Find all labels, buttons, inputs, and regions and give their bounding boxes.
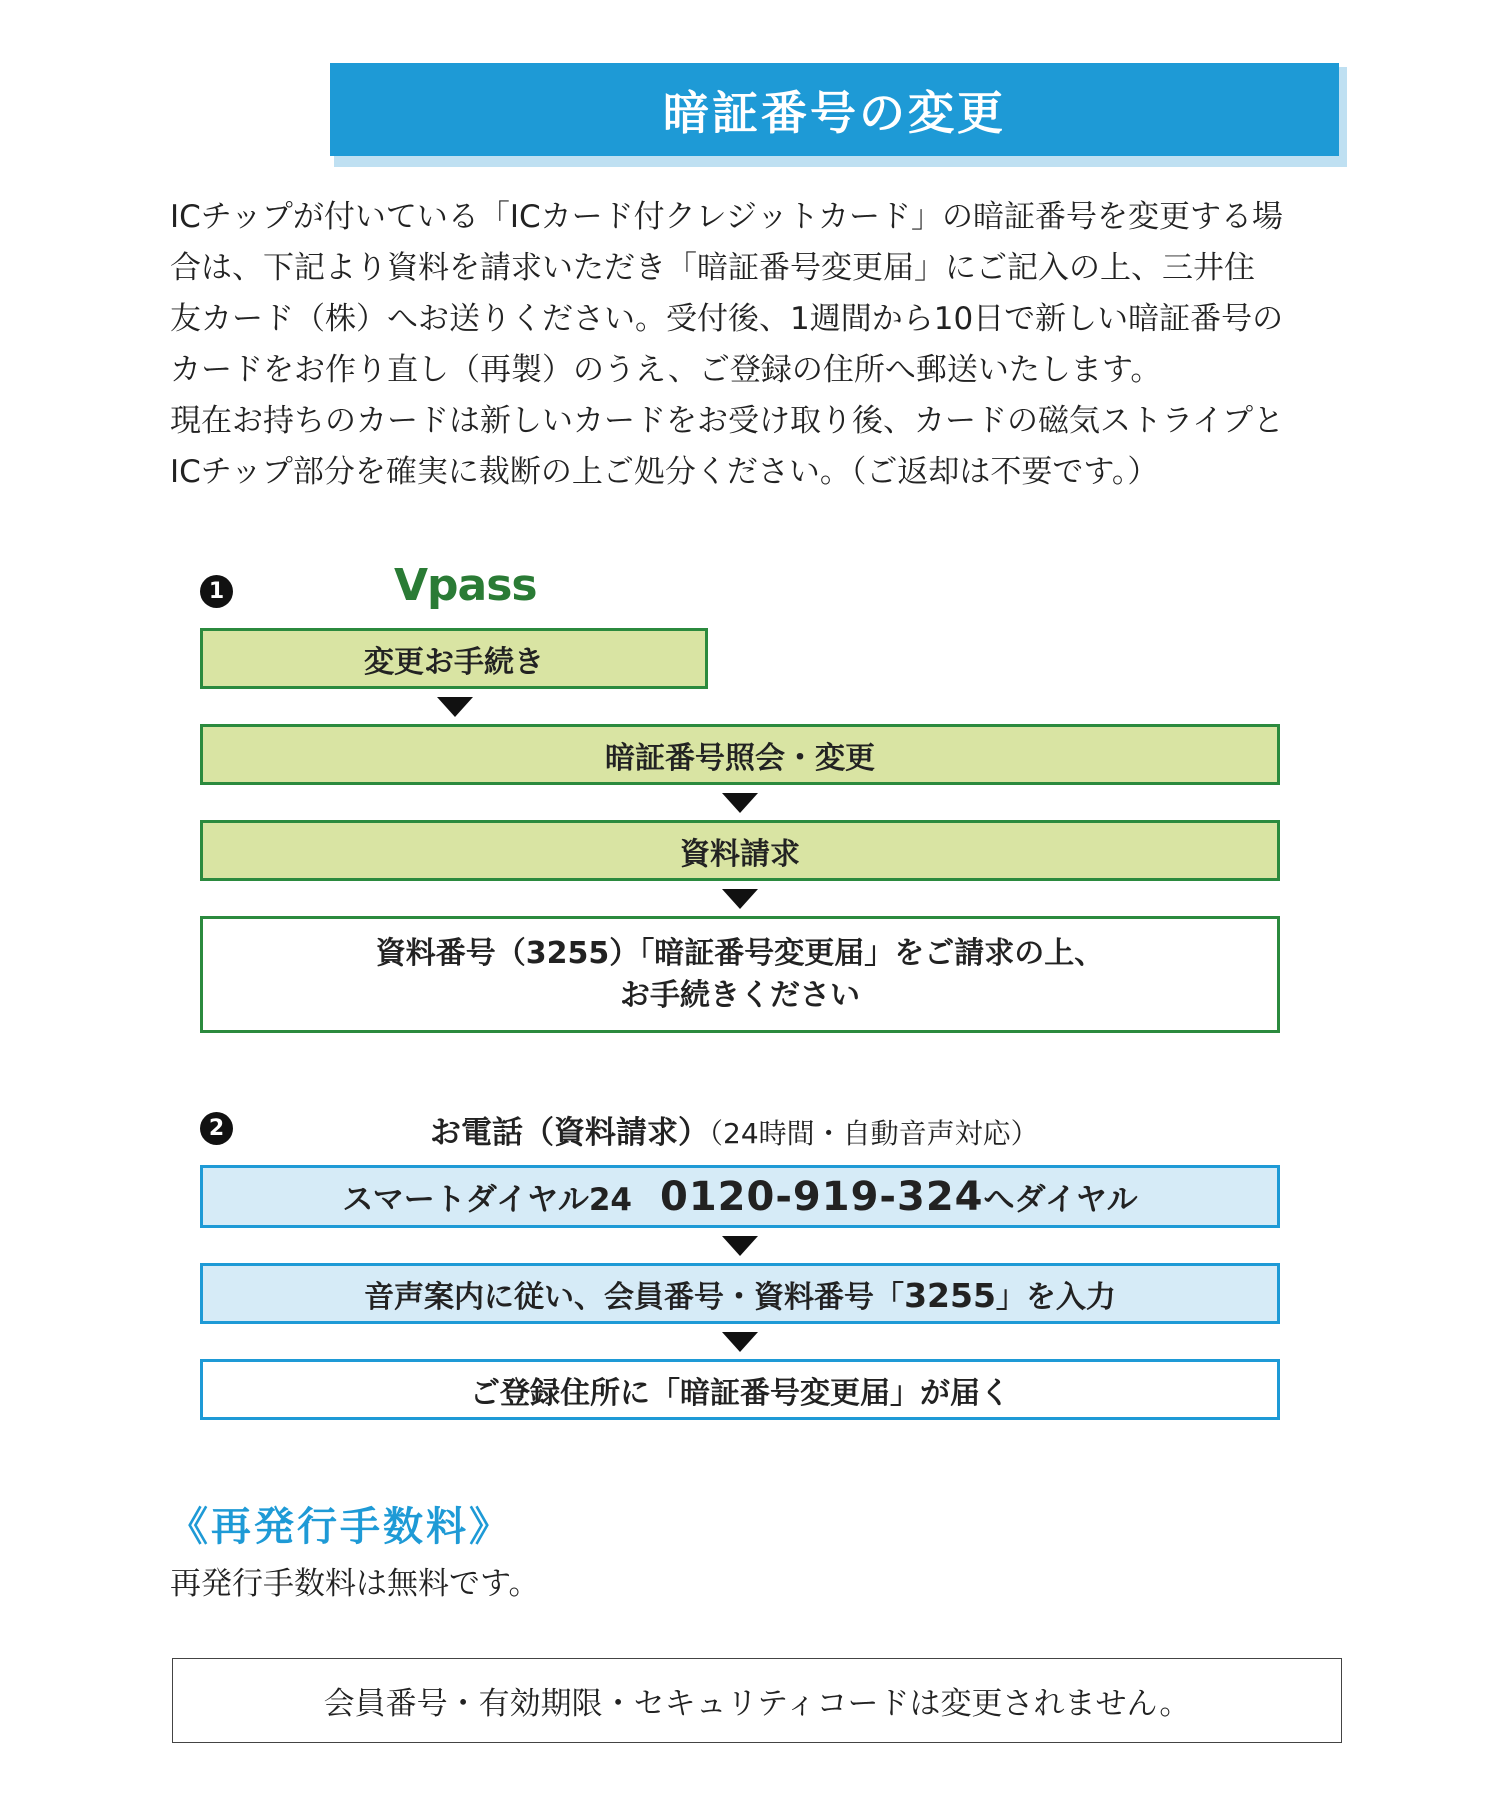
document-code: 3255 xyxy=(904,1275,996,1315)
phone-heading-note: （24時間・自動音声対応） xyxy=(709,1117,1039,1150)
intro-line: 現在お持ちのカードは新しいカードをお受け取り後、カードの磁気ストライプと xyxy=(170,403,1285,439)
arrow-down-icon xyxy=(437,697,473,717)
arrow-down-icon xyxy=(722,793,758,813)
flow-step-form-delivered: ご登録住所に「暗証番号変更届」が届く xyxy=(200,1359,1280,1420)
vpass-logo: Vpass xyxy=(394,560,537,611)
step-number-badge-1: 1 xyxy=(200,575,233,608)
arrow-down-icon xyxy=(722,889,758,909)
flow-step-request-instructions xyxy=(200,916,1280,1033)
fee-heading: 《再発行手数料》 xyxy=(168,1504,512,1550)
arrow-down-icon xyxy=(722,1236,758,1256)
intro-line: ICチップが付いている「ICカード付クレジットカード」の暗証番号を変更する場 xyxy=(170,199,1283,235)
notice-box: 会員番号・有効期限・セキュリティコードは変更されません。 xyxy=(172,1658,1342,1743)
phone-heading xyxy=(430,1107,1039,1152)
flow-step-dial xyxy=(200,1165,1280,1228)
fee-text: 再発行手数料は無料です。 xyxy=(170,1566,540,1602)
flow-step-change-procedure: 変更お手続き xyxy=(200,628,708,689)
intro-line: ICチップ部分を確実に裁断の上ご処分ください。（ご返却は不要です。） xyxy=(170,454,1159,490)
flow-step-document-request: 資料請求 xyxy=(200,820,1280,881)
dial-service-name: スマートダイヤル24 xyxy=(342,1181,632,1218)
flow-step-pin-inquiry: 暗証番号照会・変更 xyxy=(200,724,1280,785)
instruction-line: お手続きください xyxy=(620,977,860,1013)
intro-line: カードをお作り直し（再製）のうえ、ご登録の住所へ郵送いたします。 xyxy=(170,352,1162,388)
dial-suffix: へダイヤル xyxy=(983,1181,1138,1218)
intro-line: 友カード（株）へお送りください。受付後、1週間から10日で新しい暗証番号の xyxy=(170,301,1284,337)
step-number-badge-2: 2 xyxy=(200,1112,233,1145)
intro-text xyxy=(170,192,1330,498)
phone-number[interactable]: 0120-919-324 xyxy=(659,1173,984,1220)
page-title: 暗証番号の変更 xyxy=(330,63,1339,156)
phone-heading-title: お電話（資料請求） xyxy=(430,1115,709,1151)
intro-line: 合は、下記より資料を請求いただき「暗証番号変更届」にご記入の上、三井住 xyxy=(170,250,1255,286)
voice-guidance-suffix: 」を入力 xyxy=(995,1279,1116,1315)
flow-step-voice-guidance xyxy=(200,1263,1280,1324)
arrow-down-icon xyxy=(722,1332,758,1352)
voice-guidance-prefix: 音声案内に従い、会員番号・資料番号「 xyxy=(364,1279,905,1315)
instruction-line: 資料番号（3255）「暗証番号変更届」をご請求の上、 xyxy=(375,935,1105,971)
